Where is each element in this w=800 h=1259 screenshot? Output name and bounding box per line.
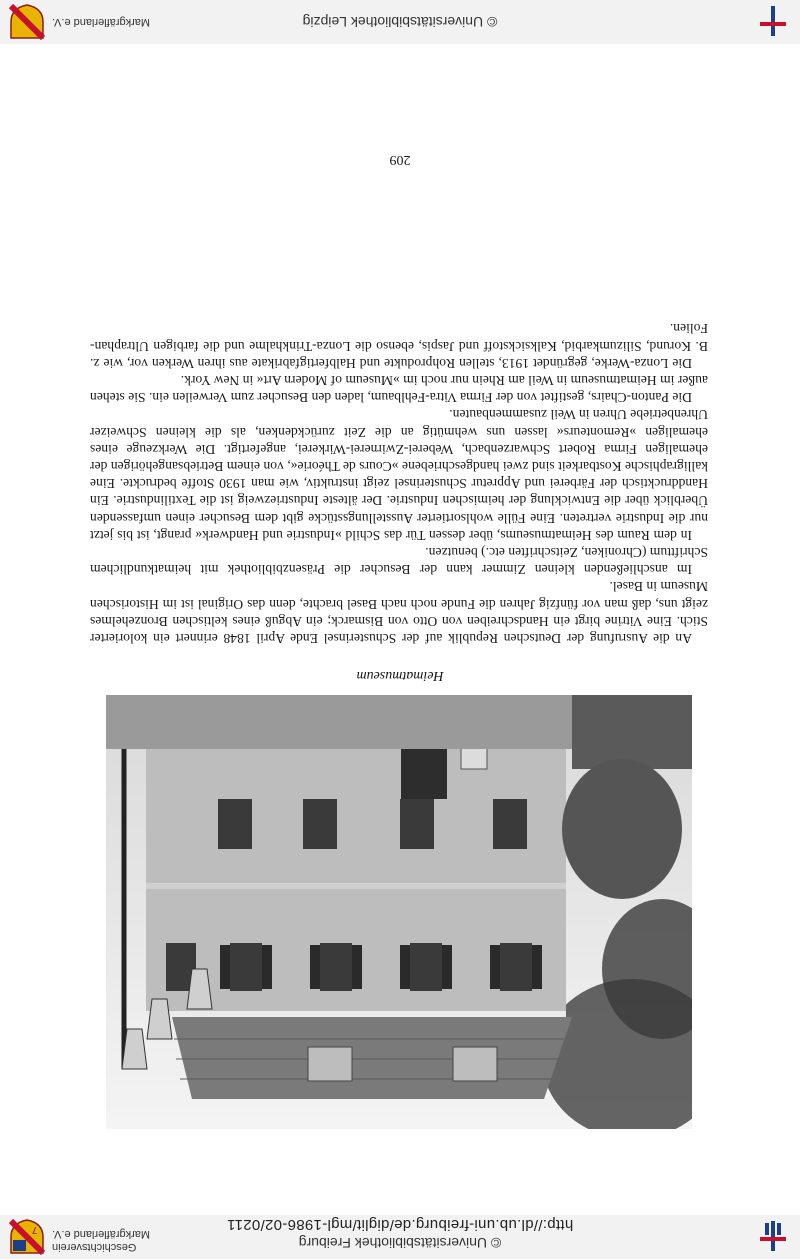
society-line-2: Markgräflerland e.V. (52, 1228, 151, 1240)
paragraph: Die Panton-Chairs, gestiftet von der Firma Vitra-Fehlbaum, laden den Besucher zum Verweilen ein. Sie stehen außer im Heimatmuseum in Weil am Rhein nur noch im »Museum of Modern Art« in New York. (90, 372, 708, 406)
footer-society: Markgräflerland e.V. (52, 16, 151, 28)
society-line-1: Geschichtsverein (52, 1241, 137, 1253)
paragraph: Die Lonza-Werke, gegründet 1913, stellen Rohprodukte und Halbfertigfabrikate aus ihren Werken vor, wie z. B. Korund, Silizumkarbid, Kalksickstoff und Jaspis, ebenso die Lonza-Trinkhalme und die farbigen Ultraphan-Folien. (90, 321, 708, 371)
body-text (90, 320, 708, 647)
page-number: 209 (389, 152, 411, 167)
footer-society-crest-icon (8, 4, 46, 40)
footer-copyright: © Universitätsbibliothek Leipzig (302, 14, 498, 30)
viewer-bottom-bar (0, 0, 800, 44)
society-crest-icon (8, 1219, 46, 1255)
museum-building-photo (106, 695, 692, 1129)
viewer-top-bar (0, 1215, 800, 1259)
society-name (52, 1227, 150, 1253)
photo-caption: Heimatmuseum (356, 668, 444, 683)
svg-text:7: 7 (31, 1224, 38, 1235)
document-url[interactable]: http://dl.ub.uni-freiburg.de/diglit/mgl-1986-02/0211 (226, 1216, 574, 1233)
library-copyright: © Universitätsbibliothek Freiburg (298, 1235, 502, 1251)
paragraph: In dem Raum des Heimatmuseums, über dessen Tür das Schild »Industrie und Handwerk« prangt, ist bis jetzt nur die Industrie vertreten. Eine Fülle wohlsortierter Ausstellungsstücke gibt dem Besucher einen umfassenden Überblick über die Entwicklung der heimischen Industrie. Der älteste Industriezweig ist die Textilindustrie. Ein Handdrucktisch der Färberei und Appretur Schusterinsel zeigt instruktiv, wie man 1930 Stoffe bedruckte. Eine kalligraphische Kostbarkeit sind zwei handgeschriebene »Cours de Théorie«, von einem Betriebsangehörigen der ehemaligen Firma Robert Schwarzenbach, Weberei-Zwirnerei-Wirkerei, angefertigt. Die Werkzeuge eines ehemaligen »Remonteurs« lassen uns wehmütig an die Zeit zurückdenken, als die kleinen Schweizer Uhrenbetriebe Uhren in Weil zusammenbauten. (90, 407, 708, 543)
paragraph: Im anschließenden kleinen Zimmer kann der Besucher die Präsenzbibliothek mit heimatkundlichem Schrifttum (Chroniken, Zeitschriften etc.) benutzen. (90, 544, 708, 578)
paragraph: An die Ausrufung der Deutschen Republik auf der Schusterinsel Ende April 1848 erinnert ein kolorierter Stich. Eine Vitrine birgt ein Handschreiben von Otto von Bismarck; ein Abguß eines keltischen Bronzehelmes zeigt uns, daß man vor fünfzig Jahren die Funde noch nach Basel brachte, denn das Original ist im Historischen Museum in Basel. (90, 579, 708, 646)
